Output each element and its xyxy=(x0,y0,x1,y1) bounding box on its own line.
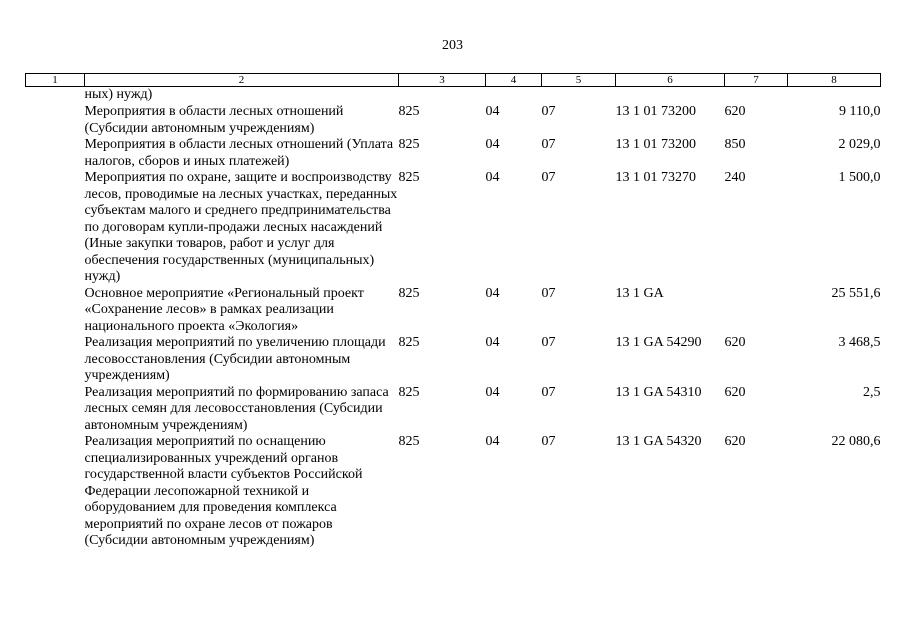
row-ved: 825 xyxy=(398,104,420,119)
table-row xyxy=(26,102,881,137)
row-rz: 04 xyxy=(485,335,500,350)
row-name: Мероприятия по охране, защите и воспроизводству лесов, проводимые на лесных участках, переданных субъектам малого и среднего предпринимательства по договорам купли-продажи лесных насаждений (Иные закупки товаров, работ и услуг для обеспечения государственных (муниципальных) нужд) xyxy=(84,170,398,284)
row-rz: 04 xyxy=(485,285,500,301)
row-vr xyxy=(725,286,788,336)
row-csr: 13 1 01 73200 xyxy=(615,137,696,152)
row-sum: 1 500,0 xyxy=(838,170,881,185)
header-col-2: 2 xyxy=(85,74,399,87)
row-pr: 07 xyxy=(541,285,556,301)
row-name: Реализация мероприятий по оснащению специализированных учреждений органов государственной власти субъектов Российской Федерации лесопожарной техникой и оборудованием для проведения комплекса мероприятий по охране лесов от пожаров (Субсидии автономным учреждениям) xyxy=(84,434,363,548)
table-row xyxy=(26,137,881,170)
header-col-1: 1 xyxy=(26,74,85,87)
row-pr: 07 xyxy=(541,384,556,400)
row-name: Реализация мероприятий по формированию запаса лесных семян для лесовосстановления (Субсидии автономным учреждениям) xyxy=(84,384,389,433)
row-pr: 07 xyxy=(541,104,556,119)
row-sum: 2,5 xyxy=(863,384,881,400)
continuation-text: ных) нужд) xyxy=(84,87,153,102)
table-row xyxy=(26,434,881,550)
row-vr: 620 xyxy=(724,434,746,449)
header-col-5: 5 xyxy=(542,74,616,87)
table-row xyxy=(26,170,881,286)
row-sum: 22 080,6 xyxy=(831,434,881,449)
row-sum: 9 110,0 xyxy=(839,104,881,119)
row-csr: 13 1 GA 54310 xyxy=(615,384,702,400)
continuation-row xyxy=(26,87,881,103)
header-row xyxy=(26,74,881,87)
row-sum: 25 551,6 xyxy=(831,285,881,301)
row-rz: 04 xyxy=(485,434,500,449)
row-sum: 3 468,5 xyxy=(838,335,881,350)
row-pr: 07 xyxy=(541,434,556,449)
table-row xyxy=(26,335,881,385)
table-row xyxy=(26,385,881,435)
row-rz: 04 xyxy=(485,104,500,119)
row-vr: 620 xyxy=(724,104,746,119)
row-vr: 620 xyxy=(724,384,746,400)
header-col-3: 3 xyxy=(399,74,486,87)
header-col-4: 4 xyxy=(486,74,542,87)
row-csr: 13 1 01 73270 xyxy=(615,170,696,185)
row-name: Реализация мероприятий по увеличению площади лесовосстановления (Субсидии автономным учреждениям) xyxy=(84,335,386,383)
row-csr: 13 1 GA xyxy=(615,285,664,301)
row-ved: 825 xyxy=(398,335,420,350)
row-ved: 825 xyxy=(398,170,420,185)
row-vr: 620 xyxy=(724,335,746,350)
row-rz: 04 xyxy=(485,384,500,400)
row-pr: 07 xyxy=(541,335,556,350)
row-pr: 07 xyxy=(541,137,556,152)
header-col-6: 6 xyxy=(616,74,725,87)
row-name: Мероприятия в области лесных отношений (Уплата налогов, сборов и иных платежей) xyxy=(84,137,394,169)
row-pr: 07 xyxy=(541,170,556,185)
row-vr: 850 xyxy=(724,137,746,152)
row-ved: 825 xyxy=(398,285,420,301)
row-rz: 04 xyxy=(485,170,500,185)
row-sum: 2 029,0 xyxy=(838,137,881,152)
header-col-8: 8 xyxy=(788,74,881,87)
row-rz: 04 xyxy=(485,137,500,152)
row-ved: 825 xyxy=(398,434,420,449)
row-csr: 13 1 GA 54290 xyxy=(615,335,702,350)
row-ved: 825 xyxy=(398,384,420,400)
budget-table xyxy=(25,73,881,550)
row-csr: 13 1 01 73200 xyxy=(615,104,696,119)
header-col-7: 7 xyxy=(725,74,788,87)
row-name: Основное мероприятие «Региональный проект «Сохранение лесов» в рамках реализации национального проекта «Экология» xyxy=(84,285,364,334)
row-ved: 825 xyxy=(398,137,420,152)
page-number: 203 xyxy=(442,38,463,53)
table-row xyxy=(26,286,881,336)
row-csr: 13 1 GA 54320 xyxy=(615,434,702,449)
row-name: Мероприятия в области лесных отношений (Субсидии автономным учреждениям) xyxy=(84,104,344,136)
row-vr: 240 xyxy=(724,170,746,185)
